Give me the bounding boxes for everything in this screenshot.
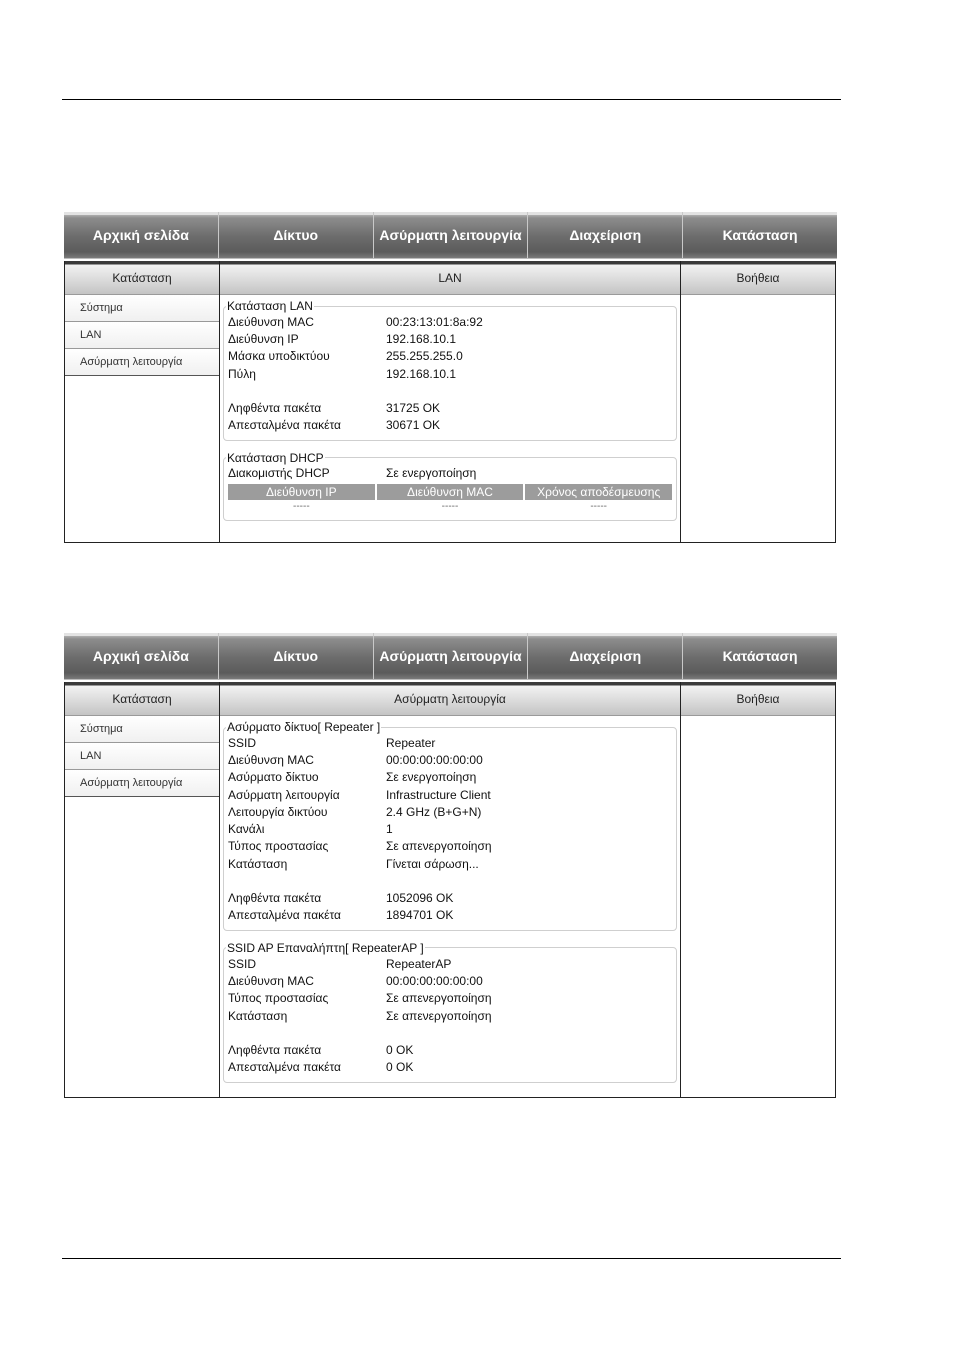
repeater-ap-legend: SSID AP Επαναλήπτη[ RepeaterAP ] <box>227 940 424 955</box>
ap-ssid-value: RepeaterAP <box>386 956 452 971</box>
state-value: Γίνεται σάρωση... <box>386 856 479 871</box>
lan-status-legend: Κατάσταση LAN <box>227 299 313 313</box>
row-ap-tx: Απεσταλμένα πακέτα 0 OK <box>228 1058 672 1075</box>
repeater-group <box>223 720 677 931</box>
sidebar-item-wireless[interactable]: Ασύρματη λειτουργία <box>65 349 219 376</box>
main-title: Ασύρματη λειτουργία <box>220 682 680 716</box>
help-title: Βοήθεια <box>681 682 835 716</box>
mac-value: 00:23:13:01:8a:92 <box>386 314 483 329</box>
nav-home[interactable]: Αρχική σελίδα <box>64 212 219 258</box>
nav-management[interactable]: Διαχείριση <box>528 212 683 258</box>
row-mac: Διεύθυνση MAC 00:00:00:00:00:00 <box>228 751 672 768</box>
security-value: Σε απενεργοποίηση <box>386 839 492 854</box>
nav-wireless[interactable]: Ασύρματη λειτουργία <box>374 633 529 679</box>
top-rule <box>62 99 841 100</box>
row-state: Κατάσταση Γίνεται σάρωση... <box>228 855 672 872</box>
dhcp-server-value: Σε ενεργοποίηση <box>386 466 477 481</box>
col-mac: Διεύθυνση MAC <box>377 484 524 500</box>
wireless-status-screen <box>64 633 837 1098</box>
sidebar-title: Κατάσταση <box>65 682 219 716</box>
mask-value: 255.255.255.0 <box>386 349 463 364</box>
sidebar <box>64 682 220 1098</box>
ap-tx-value: 0 OK <box>386 1060 414 1075</box>
main-panel <box>220 682 681 1098</box>
row-mac: Διεύθυνση MAC 00:23:13:01:8a:92 <box>228 313 672 330</box>
sidebar-item-system[interactable]: Σύστημα <box>65 716 219 743</box>
row-ap-rx: Ληφθέντα πακέτα 0 OK <box>228 1041 672 1058</box>
help-title: Βοήθεια <box>681 261 835 295</box>
mode-value: Infrastructure Client <box>386 787 491 802</box>
row-tx: Απεσταλμένα πακέτα 30671 OK <box>228 416 672 433</box>
nav-status[interactable]: Κατάσταση <box>683 212 837 258</box>
table-row: ----- ----- ----- <box>293 501 607 513</box>
row-band: Λειτουργία δικτύου 2.4 GHz (B+G+N) <box>228 803 672 820</box>
row-security: Τύπος προστασίας Σε απενεργοποίηση <box>228 838 672 855</box>
nav-management[interactable]: Διαχείριση <box>528 633 683 679</box>
network-value: Σε ενεργοποίηση <box>386 770 477 785</box>
ap-state-value: Σε απενεργοποίηση <box>386 1008 492 1023</box>
row-ap-mac: Διεύθυνση MAC 00:00:00:00:00:00 <box>228 972 672 989</box>
row-network: Ασύρματο δίκτυο Σε ενεργοποίηση <box>228 769 672 786</box>
row-dhcp-server: Διακομιστής DHCP Σε ενεργοποίηση <box>228 465 672 482</box>
ap-mac-value: 00:00:00:00:00:00 <box>386 973 483 988</box>
sidebar-title: Κατάσταση <box>65 261 219 295</box>
main-panel <box>220 261 681 543</box>
channel-value: 1 <box>386 822 393 837</box>
col-ip: Διεύθυνση IP <box>228 484 375 500</box>
nav-status[interactable]: Κατάσταση <box>683 633 837 679</box>
nav-wireless[interactable]: Ασύρματη λειτουργία <box>374 212 529 258</box>
mac-value: 00:00:00:00:00:00 <box>386 752 483 767</box>
lan-status-group <box>223 299 677 441</box>
sidebar-item-lan[interactable]: LAN <box>65 322 219 349</box>
bottom-rule <box>62 1258 841 1259</box>
ssid-value: Repeater <box>386 735 436 750</box>
tx-value: 30671 OK <box>386 418 441 433</box>
col-lease: Χρόνος αποδέσμευσης <box>525 484 672 500</box>
row-ssid: SSID Repeater <box>228 734 672 751</box>
gateway-value: 192.168.10.1 <box>386 366 457 381</box>
row-ap-security: Τύπος προστασίας Σε απενεργοποίηση <box>228 990 672 1007</box>
repeater-ap-group <box>223 941 677 1083</box>
nav-network[interactable]: Δίκτυο <box>219 633 374 679</box>
row-rx: Ληφθέντα πακέτα 1052096 OK <box>228 889 672 906</box>
row-rx: Ληφθέντα πακέτα 31725 OK <box>228 399 672 416</box>
ip-value: 192.168.10.1 <box>386 331 457 346</box>
sidebar-item-wireless[interactable]: Ασύρματη λειτουργία <box>65 770 219 797</box>
dhcp-status-group <box>223 451 677 521</box>
sidebar <box>64 261 220 543</box>
dhcp-table-header <box>228 484 672 500</box>
row-tx: Απεσταλμένα πακέτα 1894701 OK <box>228 907 672 924</box>
band-value: 2.4 GHz (B+G+N) <box>386 804 482 819</box>
row-ap-state: Κατάσταση Σε απενεργοποίηση <box>228 1007 672 1024</box>
help-panel <box>681 261 836 543</box>
ap-security-value: Σε απενεργοποίηση <box>386 991 492 1006</box>
row-channel: Κανάλι 1 <box>228 820 672 837</box>
sidebar-item-system[interactable]: Σύστημα <box>65 295 219 322</box>
row-mask: Μάσκα υποδικτύου 255.255.255.0 <box>228 348 672 365</box>
nav-home[interactable]: Αρχική σελίδα <box>64 633 219 679</box>
top-nav <box>64 633 837 680</box>
sidebar-item-lan[interactable]: LAN <box>65 743 219 770</box>
row-mode: Ασύρματη λειτουργία Infrastructure Client <box>228 786 672 803</box>
row-ip: Διεύθυνση IP 192.168.10.1 <box>228 330 672 347</box>
rx-value: 31725 OK <box>386 400 441 415</box>
dhcp-status-legend: Κατάσταση DHCP <box>227 450 324 465</box>
lan-status-screen <box>64 212 837 543</box>
repeater-legend: Ασύρματο δίκτυο[ Repeater ] <box>227 720 381 734</box>
row-ap-ssid: SSID RepeaterAP <box>228 955 672 972</box>
row-gateway: Πύλη 192.168.10.1 <box>228 365 672 382</box>
rx-value: 1052096 OK <box>386 891 454 906</box>
help-panel <box>681 682 836 1098</box>
main-title: LAN <box>220 261 680 295</box>
tx-value: 1894701 OK <box>386 908 454 923</box>
ap-rx-value: 0 OK <box>386 1042 414 1057</box>
nav-network[interactable]: Δίκτυο <box>219 212 374 258</box>
top-nav <box>64 212 837 259</box>
